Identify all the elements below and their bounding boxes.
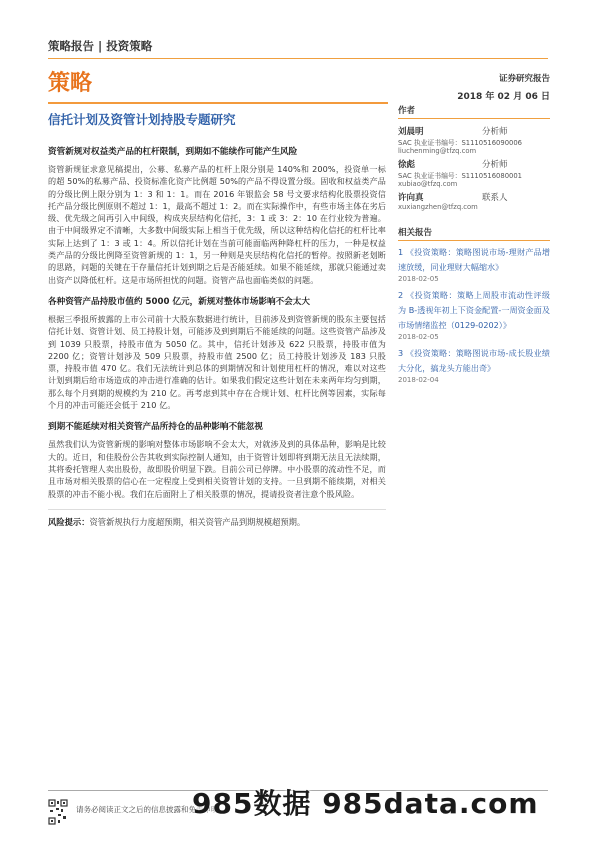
author-name: 刘晨明: [398, 127, 424, 137]
report-date: 2018 年 02 月 06 日: [457, 92, 550, 102]
author-row: [398, 158, 550, 170]
page-big-title: 策略: [48, 71, 93, 96]
section-heading: 资管新规对权益类产品的杠杆限制，到期如不能续作可能产生风险: [48, 147, 298, 157]
header-divider: [48, 58, 548, 59]
related-reports-heading: 相关报告: [398, 226, 550, 241]
title-accent-bar: [48, 102, 388, 104]
risk-text: 资管新规执行力度超预期，相关资管产品到期规模超预期。: [89, 516, 306, 527]
related-report-date: 2018-02-05: [398, 275, 439, 283]
main-content: [48, 145, 386, 528]
qr-code-icon: [48, 799, 68, 825]
section-heading: 到期不能延续对相关资管产品所持仓的品种影响不能忽视: [48, 422, 263, 433]
footer-disclaimer: 请务必阅读正文之后的信息披露和免责申明: [76, 805, 219, 814]
related-report-date: 2018-02-05: [398, 333, 439, 341]
document-title: 信托计划及资管计划持股专题研究: [48, 112, 236, 127]
related-report-date: 2018-02-04: [398, 376, 439, 384]
author-name: 徐彪: [398, 160, 416, 170]
watermark: 985数据 985data.com: [192, 787, 539, 820]
author-role: 分析师: [482, 160, 508, 170]
authors-heading: 作者: [398, 104, 550, 119]
author-sac: SAC 执业证书编号：S1110516090006: [398, 139, 522, 147]
author-sac: SAC 执业证书编号：S1110516080001: [398, 172, 522, 180]
author-email[interactable]: xuxiangzhen@tfzq.com: [398, 203, 478, 211]
sidebar: [398, 104, 550, 384]
risk-note: [48, 516, 386, 528]
author-email[interactable]: liuchenming@tfzq.com: [398, 147, 477, 155]
author-name: 许向真: [398, 193, 424, 203]
related-report-link[interactable]: 2 《投资策略：策略上周股市流动性评级为 B-透视年初上下资金配置-一周资金面及市场情绪监控（0129-0202）》: [398, 290, 550, 330]
author-role: 联系人: [482, 193, 508, 203]
header-category: 策略报告 | 投资策略: [48, 39, 153, 53]
author-row: [398, 125, 550, 137]
section-paragraph: 虽然我们认为资管新规的影响对整体市场影响不会太大，对就涉及到的具体品种，影响是比较大的。近日，和佳股份公告其收到实际控制人通知，由于资管计划即将到期无法且无法续期，其将委托管理人卖出股份，故即股价明显下跌。目前公司已停牌。中小股票的流动性不足，而且市场对相关股票的信心在一定程度上受到相关资管计划的支持。一旦到期不能续期，对相关股票的冲击不能小视。我们在后面附上了相关股票的情况，提请投资者注意个股风险。: [48, 439, 386, 499]
section-paragraph: 资管新规征求意见稿提出，公募、私募产品的杠杆上限分别是 140%和 200%，投资单一标的超 50%的私募产品、投资标准化资产比例超 50%的产品不得设置分级。固收和权益类产品的分级比例上限分别为 1：3 和 1：1。而在 2016 年银监会 58 号文要求结构化股票投资信托产品分级比例原则不超过 1：1，最高不超过 1：2。而在实际操作中，有些市场主体在劣后级、优先级之间再引入中间级，构成夹层结构化信托，3：1 或 3：2：10 在行业较为普遍。由于中间级界定不清晰，大多数中间级实际上相当于优先级，所以这种结构化信托的杠杆比率实际上达到了 1：3 或 1：4。所以信托计划在当前可能面临两种降杠杆的压力，一种是权益类产品的分级比例降至资管新规的 1：1，另一种则是夹层结构化信托的暂停。按照新老划断的思路，问题的关键在于存量信托计划到期之后是否能延续。如果不能延续，那就只能通过卖出资产以降低杠杆。这是市场所担忧的问题。资管产品也面临类似的问题。: [48, 164, 386, 285]
related-report-link[interactable]: 1 《投资策略：策略图说市场-理财产品增速放缓，同业理财大幅缩水》: [398, 247, 550, 272]
author-row: [398, 191, 550, 203]
risk-label: 风险提示：: [48, 516, 90, 527]
author-email[interactable]: xubiao@tfzq.com: [398, 180, 458, 188]
section-heading: 各种资管产品持股市值约 5000 亿元，新规对整体市场影响不会太大: [48, 296, 310, 307]
report-type: 证券研究报告: [498, 74, 550, 84]
author-role: 分析师: [482, 127, 508, 137]
related-report-link[interactable]: 3 《投资策略：策略图说市场-成长股业绩大分化，搞龙头方能出奇》: [398, 348, 550, 373]
section-paragraph: 根据三季报所披露的上市公司前十大股东数据进行统计，目前涉及到资管新规的股东主要包括信托计划、资管计划、员工持股计划，可能涉及到到期后不能延续的问题。这些资管产品涉及到 1039 只股票，持股市值为 5050 亿。其中，信托计划涉及 622 只股票，持股市值为 2200 亿；资管计划涉及 509 只股票，持股市值 2500 亿；员工持股计划涉及 183 只股票，持股市值 470 亿。我们无法统计到总体的到期情况和计划使用杠杆的情况，难以对这些计划到期后给市场造成的冲击进行准确的估计。如果我们假定这些计划在未来两年均匀到期，那么每个月到期的规模约为 210 亿。再考虑到其中存在合规计划、杠杆比例等因素，实际每个月的冲击可能还会低于 210 亿。: [48, 313, 386, 411]
